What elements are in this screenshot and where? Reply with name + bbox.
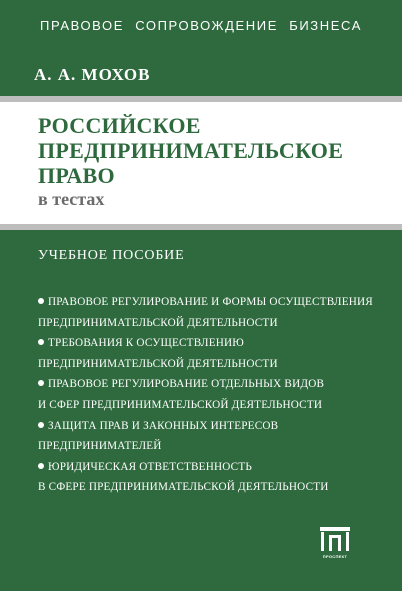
topic-item bbox=[38, 333, 378, 374]
topic-line: ПРЕДПРИНИМАТЕЛЬСКОЙ ДЕЯТЕЛЬНОСТИ bbox=[38, 316, 278, 329]
book-title-line: ПРЕДПРИНИМАТЕЛЬСКОЕ bbox=[38, 138, 344, 163]
bullet-icon bbox=[38, 339, 44, 345]
book-title-line: ПРАВО bbox=[38, 163, 115, 188]
topic-line: ПРЕДПРИНИМАТЕЛЬСКОЙ ДЕЯТЕЛЬНОСТИ bbox=[38, 357, 278, 370]
topic-line: В СФЕРЕ ПРЕДПРИНИМАТЕЛЬСКОЙ ДЕЯТЕЛЬНОСТИ bbox=[38, 481, 329, 494]
topic-item bbox=[38, 457, 378, 498]
topic-line: ПРЕДПРИНИМАТЕЛЕЙ bbox=[38, 440, 162, 453]
bullet-icon bbox=[38, 380, 44, 386]
topic-item bbox=[38, 374, 378, 415]
topic-line: И СФЕР ПРЕДПРИНИМАТЕЛЬСКОЙ ДЕЯТЕЛЬНОСТИ bbox=[38, 398, 323, 411]
book-title-line: РОССИЙСКОЕ bbox=[38, 113, 201, 138]
publisher-logo-icon bbox=[316, 523, 354, 553]
topic-line: ТРЕБОВАНИЯ К ОСУЩЕСТВЛЕНИЮ bbox=[48, 337, 245, 350]
book-title bbox=[38, 113, 343, 188]
topic-line: ПРАВОВОЕ РЕГУЛИРОВАНИЕ ОТДЕЛЬНЫХ ВИДОВ bbox=[48, 378, 325, 391]
topic-line: ЮРИДИЧЕСКАЯ ОТВЕТСТВЕННОСТЬ bbox=[48, 460, 253, 473]
bullet-icon bbox=[38, 463, 44, 469]
bullet-icon bbox=[38, 422, 44, 428]
publisher-logo-text: ПРОСПЕКТ bbox=[322, 554, 348, 559]
bullet-icon bbox=[38, 298, 44, 304]
topic-item bbox=[38, 292, 378, 333]
topic-item bbox=[38, 416, 378, 457]
topic-line: ЗАЩИТА ПРАВ И ЗАКОННЫХ ИНТЕРЕСОВ bbox=[48, 419, 279, 432]
book-type: УЧЕБНОЕ ПОСОБИЕ bbox=[38, 248, 185, 263]
topic-list bbox=[38, 292, 378, 498]
title-band-bottom-stripe bbox=[0, 224, 402, 230]
series-title: ПРАВОВОЕ СОПРОВОЖДЕНИЕ БИЗНЕСА bbox=[40, 18, 362, 33]
topic-line: ПРАВОВОЕ РЕГУЛИРОВАНИЕ И ФОРМЫ ОСУЩЕСТВЛЕНИЯ bbox=[48, 296, 373, 308]
book-subtitle: в тестах bbox=[38, 189, 105, 209]
author-name: А. А. МОХОВ bbox=[34, 65, 151, 84]
